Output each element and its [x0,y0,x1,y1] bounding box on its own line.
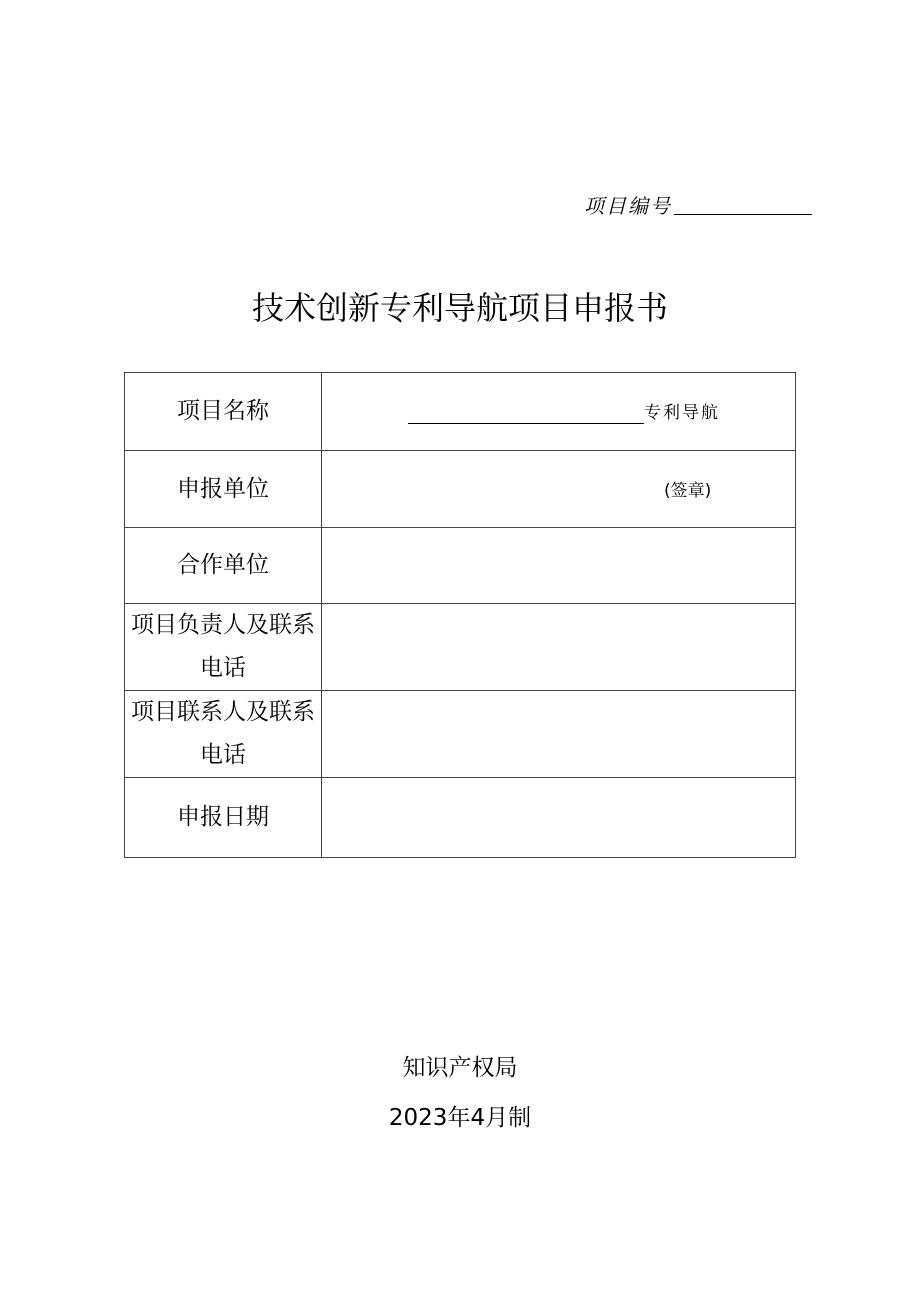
form-value-project-lead[interactable] [322,604,796,691]
form-value-partner-unit[interactable] [322,528,796,604]
form-row-project-lead [125,604,796,691]
form-row-partner-unit [125,528,796,604]
form-row-application-date [125,778,796,858]
form-row-project-contact [125,691,796,778]
form-row-applicant-unit [125,451,796,528]
project-name-suffix: 专利导航 [644,403,720,423]
project-number-label: 项目编号 [584,194,672,218]
project-number-field [584,188,824,220]
project-name-blank[interactable] [408,423,644,424]
form-label-project-lead: 项目负责人及联系电话 [125,604,322,691]
form-label-partner-unit: 合作单位 [125,528,322,604]
document-title: 技术创新专利导航项目申报书 [251,289,668,327]
form-value-applicant-unit[interactable] [322,451,796,528]
form-label-project-name: 项目名称 [125,373,322,451]
seal-note: (签章) [664,481,712,501]
form-value-application-date[interactable] [322,778,796,858]
issuing-authority: 知识产权局 [402,1055,518,1081]
form-label-applicant-unit: 申报单位 [125,451,322,528]
issue-date: 2023年4月制 [388,1105,532,1131]
application-form-table [124,372,796,858]
form-value-project-name[interactable] [322,373,796,451]
form-value-project-contact[interactable] [322,691,796,778]
form-label-project-contact: 项目联系人及联系电话 [125,691,322,778]
project-number-blank[interactable] [674,214,812,215]
form-label-application-date: 申报日期 [125,778,322,858]
form-row-project-name [125,373,796,451]
